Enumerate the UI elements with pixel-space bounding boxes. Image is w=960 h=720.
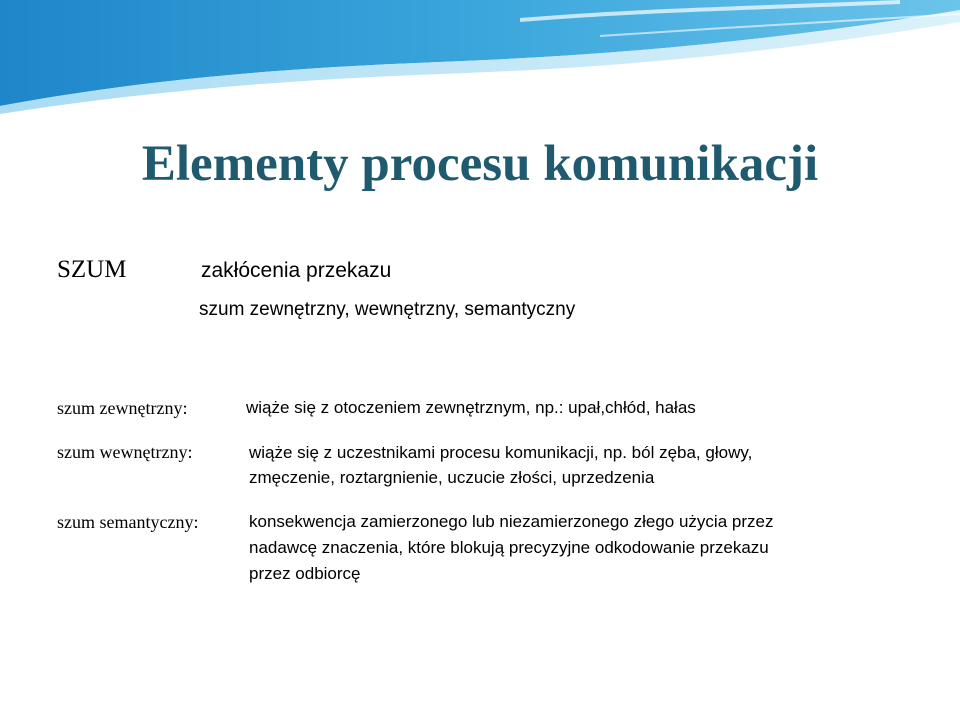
- desc-external-noise-line: wiąże się z otoczeniem zewnętrznym, np.: upał,chłód, hałas: [246, 398, 696, 417]
- desc-semantic-noise-line: konsekwencja zamierzonego lub niezamierzonego złego użycia przez: [249, 512, 774, 531]
- noise-heading-term: SZUM: [57, 256, 127, 283]
- desc-internal-noise-line: zmęczenie, roztargnienie, uczucie złości, uprzedzenia: [249, 468, 655, 487]
- term-external-noise: szum zewnętrzny:: [57, 398, 188, 418]
- header-wave-decoration: [0, 0, 960, 120]
- slide-title: Elementy procesu komunikacji: [141, 136, 819, 192]
- desc-semantic-noise-line: przez odbiorcę: [249, 564, 361, 583]
- noise-types-list: szum zewnętrzny, wewnętrzny, semantyczny: [199, 299, 576, 320]
- term-semantic-noise: szum semantyczny:: [57, 512, 199, 532]
- noise-heading-definition: zakłócenia przekazu: [201, 259, 392, 282]
- desc-semantic-noise-line: nadawcę znaczenia, które blokują precyzyjne odkodowanie przekazu: [249, 538, 769, 557]
- term-internal-noise: szum wewnętrzny:: [57, 442, 193, 462]
- desc-internal-noise-line: wiąże się z uczestnikami procesu komunikacji, np. ból zęba, głowy,: [249, 443, 753, 462]
